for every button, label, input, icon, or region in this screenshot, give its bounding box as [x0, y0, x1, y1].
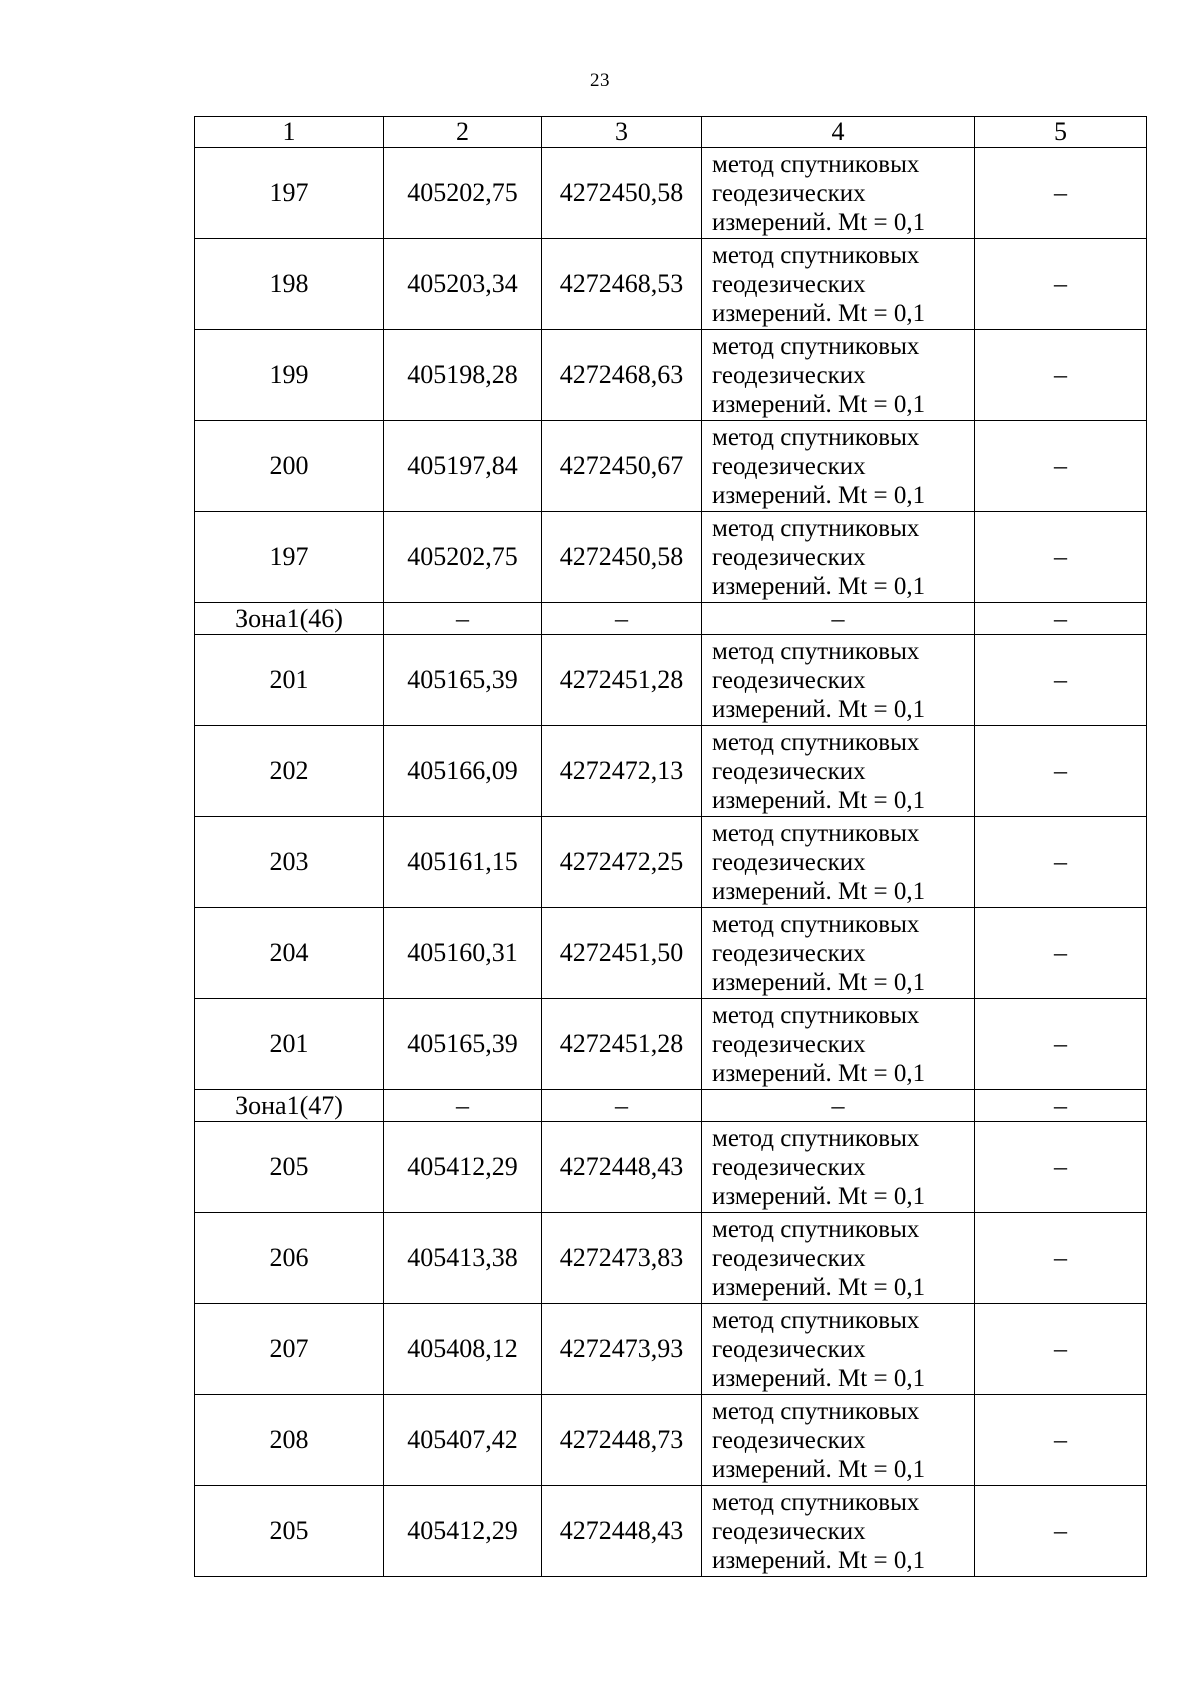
- zone-label-cell: Зона1(47): [195, 1090, 384, 1122]
- x-coordinate-cell: 405198,28: [384, 330, 542, 421]
- point-number-cell: 197: [195, 148, 384, 239]
- method-cell: [702, 512, 975, 603]
- method-line: измерений. Mt = 0,1: [712, 786, 926, 814]
- x-coordinate-cell: 405412,29: [384, 1122, 542, 1213]
- method-line: измерений. Mt = 0,1: [712, 208, 926, 236]
- column-5-cell: –: [975, 512, 1147, 603]
- table-row: [195, 817, 1147, 908]
- y-coordinate-cell: 4272472,25: [542, 817, 702, 908]
- method-cell: [702, 726, 975, 817]
- page-number: 23: [590, 70, 610, 91]
- method-cell: [702, 908, 975, 999]
- x-coordinate-cell: 405165,39: [384, 635, 542, 726]
- table-row: [195, 1122, 1147, 1213]
- y-coordinate-cell: 4272451,28: [542, 635, 702, 726]
- method-line: метод спутниковых: [712, 637, 920, 665]
- y-coordinate-cell: 4272473,83: [542, 1213, 702, 1304]
- method-line: геодезических: [712, 939, 866, 967]
- method-cell: [702, 239, 975, 330]
- table-row: [195, 1395, 1147, 1486]
- column-5-cell: –: [975, 817, 1147, 908]
- x-coordinate-cell: 405412,29: [384, 1486, 542, 1577]
- y-coordinate-cell: 4272468,63: [542, 330, 702, 421]
- y-coordinate-cell: 4272468,53: [542, 239, 702, 330]
- method-line: геодезических: [712, 1030, 866, 1058]
- method-line: геодезических: [712, 1153, 866, 1181]
- method-cell: [702, 635, 975, 726]
- method-line: метод спутниковых: [712, 423, 920, 451]
- point-number-cell: 201: [195, 999, 384, 1090]
- method-line: геодезических: [712, 666, 866, 694]
- point-number-cell: 205: [195, 1122, 384, 1213]
- table-row: [195, 512, 1147, 603]
- table-row: [195, 1304, 1147, 1395]
- y-coordinate-cell: 4272448,73: [542, 1395, 702, 1486]
- column-5-cell: –: [975, 1395, 1147, 1486]
- table-row: [195, 635, 1147, 726]
- method-line: геодезических: [712, 452, 866, 480]
- y-coordinate-cell: 4272472,13: [542, 726, 702, 817]
- column-5-cell: –: [975, 1304, 1147, 1395]
- method-line: метод спутниковых: [712, 1124, 920, 1152]
- column-5-cell: –: [975, 1213, 1147, 1304]
- point-number-cell: 201: [195, 635, 384, 726]
- method-line: измерений. Mt = 0,1: [712, 1059, 926, 1087]
- y-coordinate-cell: 4272450,58: [542, 148, 702, 239]
- y-coordinate-cell: 4272448,43: [542, 1122, 702, 1213]
- column-5-cell: –: [975, 1090, 1147, 1122]
- point-number-cell: 200: [195, 421, 384, 512]
- x-coordinate-cell: 405407,42: [384, 1395, 542, 1486]
- table-row: [195, 1486, 1147, 1577]
- method-cell: [702, 817, 975, 908]
- y-coordinate-cell: 4272448,43: [542, 1486, 702, 1577]
- zone-label-cell: Зона1(46): [195, 603, 384, 635]
- method-line: метод спутниковых: [712, 1001, 920, 1029]
- method-line: измерений. Mt = 0,1: [712, 390, 926, 418]
- method-cell: [702, 1486, 975, 1577]
- x-coordinate-cell: –: [384, 1090, 542, 1122]
- method-line: измерений. Mt = 0,1: [712, 1273, 926, 1301]
- method-cell: [702, 1395, 975, 1486]
- column-header-4: 4: [702, 117, 975, 148]
- method-line: измерений. Mt = 0,1: [712, 299, 926, 327]
- column-header-3: 3: [542, 117, 702, 148]
- x-coordinate-cell: –: [384, 603, 542, 635]
- method-line: геодезических: [712, 270, 866, 298]
- column-5-cell: –: [975, 908, 1147, 999]
- point-number-cell: 205: [195, 1486, 384, 1577]
- method-line: геодезических: [712, 361, 866, 389]
- y-coordinate-cell: –: [542, 1090, 702, 1122]
- method-line: геодезических: [712, 1426, 866, 1454]
- method-cell: –: [702, 603, 975, 635]
- method-cell: [702, 330, 975, 421]
- column-header-1: 1: [195, 117, 384, 148]
- column-5-cell: –: [975, 421, 1147, 512]
- method-line: измерений. Mt = 0,1: [712, 481, 926, 509]
- column-5-cell: –: [975, 1122, 1147, 1213]
- method-line: геодезических: [712, 757, 866, 785]
- x-coordinate-cell: 405161,15: [384, 817, 542, 908]
- x-coordinate-cell: 405165,39: [384, 999, 542, 1090]
- method-line: метод спутниковых: [712, 1397, 920, 1425]
- method-line: измерений. Mt = 0,1: [712, 572, 926, 600]
- column-header-5: 5: [975, 117, 1147, 148]
- method-line: измерений. Mt = 0,1: [712, 1455, 926, 1483]
- point-number-cell: 198: [195, 239, 384, 330]
- method-cell: [702, 148, 975, 239]
- zone-row: [195, 603, 1147, 635]
- x-coordinate-cell: 405408,12: [384, 1304, 542, 1395]
- column-5-cell: –: [975, 239, 1147, 330]
- method-line: геодезических: [712, 179, 866, 207]
- table-row: [195, 148, 1147, 239]
- method-line: метод спутниковых: [712, 1306, 920, 1334]
- x-coordinate-cell: 405197,84: [384, 421, 542, 512]
- table-row: [195, 908, 1147, 999]
- y-coordinate-cell: 4272451,50: [542, 908, 702, 999]
- y-coordinate-cell: –: [542, 603, 702, 635]
- point-number-cell: 208: [195, 1395, 384, 1486]
- method-cell: [702, 1304, 975, 1395]
- method-line: геодезических: [712, 1517, 866, 1545]
- y-coordinate-cell: 4272450,67: [542, 421, 702, 512]
- method-line: измерений. Mt = 0,1: [712, 1364, 926, 1392]
- y-coordinate-cell: 4272450,58: [542, 512, 702, 603]
- method-line: измерений. Mt = 0,1: [712, 877, 926, 905]
- column-5-cell: –: [975, 1486, 1147, 1577]
- point-number-cell: 202: [195, 726, 384, 817]
- y-coordinate-cell: 4272473,93: [542, 1304, 702, 1395]
- x-coordinate-cell: 405160,31: [384, 908, 542, 999]
- method-cell: [702, 1122, 975, 1213]
- method-line: метод спутниковых: [712, 819, 920, 847]
- y-coordinate-cell: 4272451,28: [542, 999, 702, 1090]
- x-coordinate-cell: 405202,75: [384, 148, 542, 239]
- method-line: метод спутниковых: [712, 1488, 920, 1516]
- table-row: [195, 726, 1147, 817]
- column-header-2: 2: [384, 117, 542, 148]
- point-number-cell: 204: [195, 908, 384, 999]
- column-5-cell: –: [975, 635, 1147, 726]
- point-number-cell: 197: [195, 512, 384, 603]
- method-line: метод спутниковых: [712, 514, 920, 542]
- method-line: метод спутниковых: [712, 910, 920, 938]
- method-line: измерений. Mt = 0,1: [712, 1182, 926, 1210]
- point-number-cell: 206: [195, 1213, 384, 1304]
- x-coordinate-cell: 405413,38: [384, 1213, 542, 1304]
- x-coordinate-cell: 405166,09: [384, 726, 542, 817]
- table-row: [195, 330, 1147, 421]
- method-cell: –: [702, 1090, 975, 1122]
- table-row: [195, 239, 1147, 330]
- method-line: метод спутниковых: [712, 150, 920, 178]
- method-line: метод спутниковых: [712, 728, 920, 756]
- column-5-cell: –: [975, 999, 1147, 1090]
- coordinates-table: [194, 116, 1147, 1577]
- method-line: метод спутниковых: [712, 1215, 920, 1243]
- method-line: измерений. Mt = 0,1: [712, 695, 926, 723]
- method-line: геодезических: [712, 543, 866, 571]
- method-cell: [702, 1213, 975, 1304]
- table-row: [195, 999, 1147, 1090]
- table-header-row: [195, 117, 1147, 148]
- table-body: [195, 148, 1147, 1577]
- table-row: [195, 1213, 1147, 1304]
- method-line: метод спутниковых: [712, 241, 920, 269]
- column-5-cell: –: [975, 148, 1147, 239]
- method-line: измерений. Mt = 0,1: [712, 968, 926, 996]
- method-line: геодезических: [712, 1335, 866, 1363]
- column-5-cell: –: [975, 330, 1147, 421]
- point-number-cell: 199: [195, 330, 384, 421]
- method-line: метод спутниковых: [712, 332, 920, 360]
- method-line: геодезических: [712, 848, 866, 876]
- method-line: измерений. Mt = 0,1: [712, 1546, 926, 1574]
- column-5-cell: –: [975, 603, 1147, 635]
- point-number-cell: 207: [195, 1304, 384, 1395]
- method-line: геодезических: [712, 1244, 866, 1272]
- column-5-cell: –: [975, 726, 1147, 817]
- table-row: [195, 421, 1147, 512]
- method-cell: [702, 421, 975, 512]
- point-number-cell: 203: [195, 817, 384, 908]
- zone-row: [195, 1090, 1147, 1122]
- x-coordinate-cell: 405203,34: [384, 239, 542, 330]
- method-cell: [702, 999, 975, 1090]
- x-coordinate-cell: 405202,75: [384, 512, 542, 603]
